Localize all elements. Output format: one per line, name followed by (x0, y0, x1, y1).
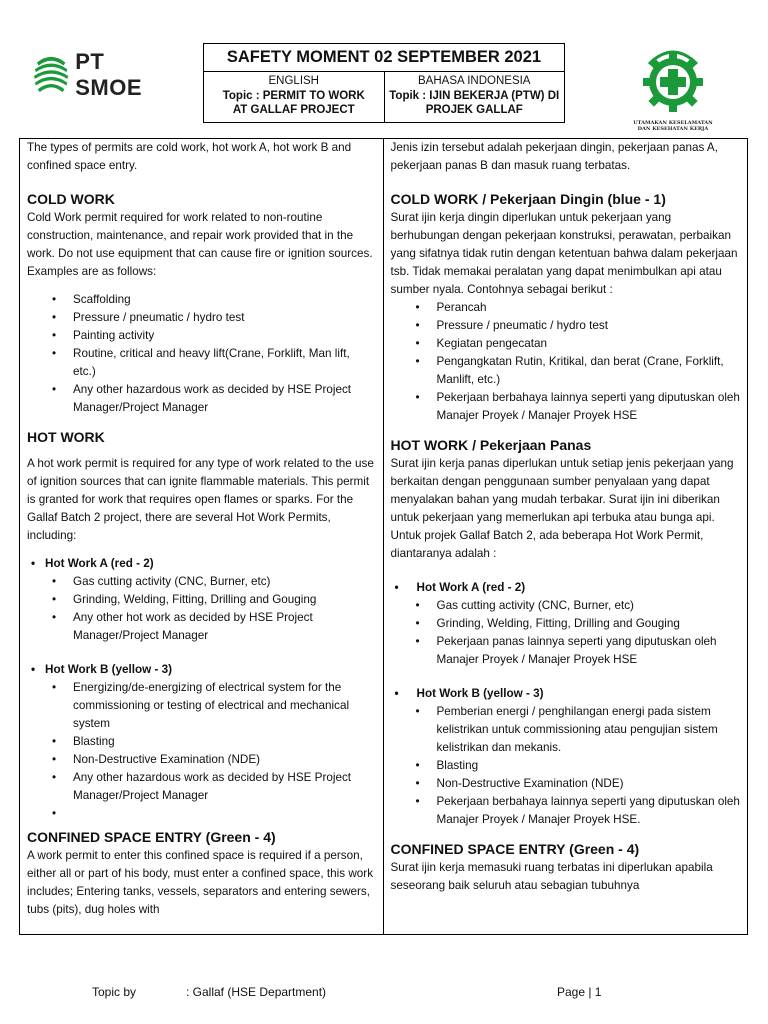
cold-work-list (391, 299, 741, 425)
pt-smoe-logo (33, 50, 173, 100)
confined-space-heading: CONFINED SPACE ENTRY (Green - 4) (390, 841, 640, 857)
confined-space-text: A work permit to enter this confined space is required if a person, either all or part of his body, must enter a confined space, this work includes; Entering tanks, vessels, separators and entering sewers, tubs (pits), dug holes with (27, 849, 374, 916)
cold-work-heading: COLD WORK (27, 191, 115, 207)
list-item: • Pemberian energi / penghilangan energi pada sistem kelistrikan untuk commissioning atau pengujian sistem kelistrikan dan mekanis. (391, 703, 741, 757)
list-item: • Pengangkatan Rutin, Kritikal, dan berat (Crane, Forklift, Manlift, etc.) (391, 353, 741, 389)
hot-work-a-label: Hot Work A (red - 2) (416, 581, 526, 594)
hot-work-heading: HOT WORK / Pekerjaan Panas (390, 437, 592, 453)
list-item: • Any other hazardous work as decided by HSE Project Manager/Project Manager (27, 381, 376, 417)
list-item: • Pekerjaan panas lainnya seperti yang diputuskan oleh Manajer Proyek / Manajer Proyek HSE (391, 633, 741, 669)
list-item: • Grinding, Welding, Fitting, Drilling and Gouging (391, 615, 741, 633)
list-item: • Energizing/de-energizing of electrical system for the commissioning or testing of electrical and mechanical system (27, 679, 376, 733)
list-item: • Painting activity (27, 327, 376, 345)
page-number: Page | 1 (557, 985, 602, 999)
hot-work-b-items (391, 703, 741, 829)
hot-work-a-heading (27, 555, 376, 645)
hot-work-b-items (27, 679, 376, 823)
k3-caption-line2: DAN KESEHATAN KERJA (637, 126, 709, 132)
hot-work-text: Surat ijin kerja panas diperlukan untuk setiap jenis pekerjaan yang berkaitan dengan penggunaan sumber penyalaan yang dapat menyalakan bahan yang mudah terbakar. Surat ijin ini diberikan untuk pekerjaan yang memerlukan api terbuka atau bunga api. Untuk projek Gallaf Batch 2, ada beberapa Hot Work Permit, diantaranya adalah : (390, 457, 734, 560)
k3-gear-cross-icon (639, 46, 707, 114)
hot-work-b-label: Hot Work B (yellow - 3) (45, 663, 173, 676)
k3-caption (618, 120, 728, 132)
english-topic-line1: Topic : PERMIT TO WORK (222, 89, 365, 102)
list-item: • Kegiatan pengecatan (391, 335, 741, 353)
english-topic-line2: AT GALLAF PROJECT (232, 104, 355, 116)
indonesian-column (384, 139, 748, 934)
list-item: • Pressure / pneumatic / hydro test (391, 317, 741, 335)
hot-work-a-items (391, 597, 741, 669)
cold-work-list (27, 291, 376, 417)
list-item: • Any other hot work as decided by HSE Project Manager/Project Manager (27, 609, 376, 645)
confined-space-text: Surat ijin kerja memasuki ruang terbatas ini diperlukan apabila seseorang baik seluruh atau sebagian tubuhnya (390, 861, 713, 892)
intro-text: The types of permits are cold work, hot work A, hot work B and confined space entry. (27, 141, 352, 172)
list-item: • Blasting (27, 733, 376, 751)
smoe-globe-icon (33, 52, 69, 98)
list-item: • Pekerjaan berbahaya lainnya seperti yang diputuskan oleh Manajer Proyek / Manajer Proyek HSE (391, 389, 741, 425)
indonesian-topic-line2: PROJEK GALLAF (425, 104, 523, 116)
list-item: • Gas cutting activity (CNC, Burner, etc) (27, 573, 376, 591)
list-item: • Pekerjaan berbahaya lainnya seperti yang diputuskan oleh Manajer Proyek / Manajer Proyek HSE. (391, 793, 741, 829)
cold-work-text: Surat ijin kerja dingin diperlukan untuk pekerjaan yang berhubungan dengan pekerjaan konstruksi, perawatan, perbaikan yang sifatnya tidak rutin dengan ketentuan bahwa dalam pekerjaan tsb. Tidak memakai peralatan yang dapat menimbulkan api atau sumber nyala. Contohnya sebagai berikut : (390, 211, 738, 296)
english-column (20, 139, 384, 934)
list-item: • Any other hazardous work as decided by HSE Project Manager/Project Manager (27, 769, 376, 805)
list-item: • Perancah (391, 299, 741, 317)
list-item: • Pressure / pneumatic / hydro test (27, 309, 376, 327)
hot-work-b-heading (391, 685, 741, 829)
page-title: SAFETY MOMENT 02 SEPTEMBER 2021 (204, 44, 564, 72)
k3-caption-line1: UTAMAKAN KESELAMATAN (633, 120, 713, 126)
company-name: PT SMOE (75, 49, 143, 100)
hot-work-a-list (27, 555, 376, 645)
english-topic (204, 72, 385, 122)
list-item (27, 805, 376, 823)
list-item: • Routine, critical and heavy lift(Crane, Forklift, Man lift, etc.) (27, 345, 376, 381)
hot-work-b-heading (27, 661, 376, 823)
intro-text: Jenis izin tersebut adalah pekerjaan dingin, pekerjaan panas A, pekerjaan panas B dan masuk ruang terbatas. (390, 141, 718, 172)
indonesian-topic-line1: Topik : IJIN BEKERJA (PTW) DI (389, 89, 560, 102)
footer-topic-label: Topic by (92, 985, 137, 999)
list-item: • Gas cutting activity (CNC, Burner, etc) (391, 597, 741, 615)
cold-work-heading: COLD WORK / Pekerjaan Dingin (blue - 1) (390, 191, 666, 207)
hot-work-a-label: Hot Work A (red - 2) (45, 557, 154, 570)
english-label: ENGLISH (268, 75, 319, 87)
hot-work-a-items (27, 573, 376, 645)
hot-work-b-list (391, 685, 741, 829)
indonesian-label: BAHASA INDONESIA (418, 75, 531, 87)
list-item: • Scaffolding (27, 291, 376, 309)
hot-work-a-heading (391, 579, 741, 669)
k3-safety-logo (618, 46, 728, 132)
cold-work-text: Cold Work permit required for work related to non-routine construction, maintenance, and repair work provided that in the work. Do not use equipment that can cause fire or ignition sources. Examples are as follows: (27, 211, 373, 278)
hot-work-b-list (27, 661, 376, 823)
title-box (203, 43, 565, 123)
indonesian-topic (385, 72, 565, 122)
footer-topic-value: : Gallaf (HSE Department) (186, 985, 327, 999)
list-item: • Non-Destructive Examination (NDE) (27, 751, 376, 769)
hot-work-text: A hot work permit is required for any type of work related to the use of ignition sources that can ignite flammable materials. This permit is granted for work that requires open flames or sparks. For the Gallaf Batch 2 project, there are several Hot Work Permits, including: (27, 457, 374, 542)
content-table (19, 138, 748, 935)
hot-work-a-list (391, 579, 741, 669)
list-item: • Blasting (391, 757, 741, 775)
list-item: • Grinding, Welding, Fitting, Drilling and Gouging (27, 591, 376, 609)
list-item: • Non-Destructive Examination (NDE) (391, 775, 741, 793)
hot-work-b-label: Hot Work B (yellow - 3) (416, 687, 544, 700)
hot-work-heading: HOT WORK (27, 429, 105, 445)
confined-space-heading: CONFINED SPACE ENTRY (Green - 4) (27, 829, 276, 845)
